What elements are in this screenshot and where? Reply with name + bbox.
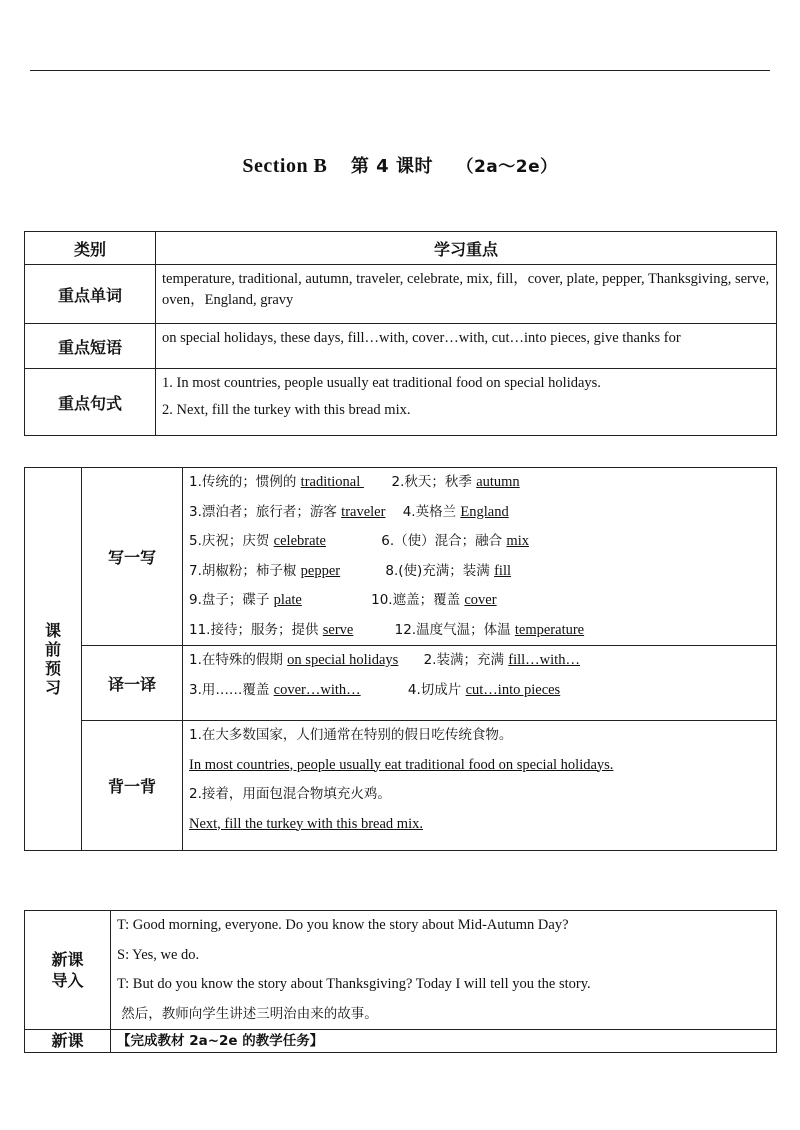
new-lesson-task: 【完成教材 2a~2e 的教学任务】 [111,1030,777,1053]
list-item: 11.接待；服务；提供 serve 12.温度气温；体温 temperature [189,621,585,638]
preview-side-label: 课 前 预 习 [25,468,82,851]
recite-en-1: In most countries, people usually eat traditional food on special holidays. [189,756,614,773]
list-item: 1.传统的；惯例的 traditional 2.秋天；秋季 autumn [189,474,520,490]
translate-section [183,646,777,721]
list-item: 1.在特殊的假期 on special holidays 2.装满；充满 fill…with… [189,652,580,668]
dialogue-line: T: But do you know the story about Thanksgiving? Today I will tell you the story. [117,976,591,992]
translate-label: 译一译 [82,646,183,721]
recite-zh-1: 1.在大多数国家，人们通常在特别的假日吃传统食物。 [189,727,513,743]
row-label-sentences: 重点句式 [25,369,156,436]
recite-label: 背一背 [82,721,183,851]
title-range: （2a～2e） [456,157,558,177]
row-label-words: 重点单词 [25,265,156,324]
key-sentences [156,369,777,436]
header-rule [30,70,770,71]
recite-section [183,721,777,851]
title-lesson: 第 4 课时 [350,156,433,177]
dialogue-line: 然后，教师向学生讲述三明治由来的故事。 [117,1005,378,1022]
new-lesson-label: 新课 [25,1030,111,1053]
key-phrases: on special holidays, these days, fill…with, cover…with, cut…into pieces, give thanks for [156,324,777,369]
sentence-2: 2. Next, fill the turkey with this bread mix. [162,402,411,418]
header-category: 类别 [25,232,156,265]
write-section [183,468,777,646]
write-label: 写一写 [82,468,183,646]
row-label-phrases: 重点短语 [25,324,156,369]
dialogue-line: T: Good morning, everyone. Do you know the story about Mid-Autumn Day? [117,917,569,933]
dialogue-line: S: Yes, we do. [117,946,200,963]
recite-en-2: Next, fill the turkey with this bread mix. [189,815,423,832]
list-item: 7.胡椒粉；柿子椒 pepper 8.(使)充满；装满 fill [189,562,512,579]
lesson-table [24,910,777,1053]
focus-table [24,231,777,436]
page-title [0,152,800,178]
header-focus: 学习重点 [156,232,777,265]
intro-dialogue [111,911,777,1030]
key-words: temperature, traditional, autumn, traveler, celebrate, mix, fill，cover, plate, pepper, Thanksgiving, serve, oven，England, gravy [156,265,777,324]
preview-table [24,467,777,851]
list-item: 5.庆祝；庆贺 celebrate 6.（使）混合；融合 mix [189,533,529,549]
title-section: Section B [242,155,328,177]
list-item: 3.漂泊者；旅行者；游客 traveler 4.英格兰 England [189,503,509,520]
intro-label: 新课 导入 [25,911,111,1030]
sentence-1: 1. In most countries, people usually eat traditional food on special holidays. [162,375,601,391]
list-item: 3.用……覆盖 cover…with… 4.切成片 cut…into pieces [189,681,561,698]
recite-zh-2: 2.接着，用面包混合物填充火鸡。 [189,786,391,802]
list-item: 9.盘子；碟子 plate 10.遮盖；覆盖 cover [189,592,497,608]
